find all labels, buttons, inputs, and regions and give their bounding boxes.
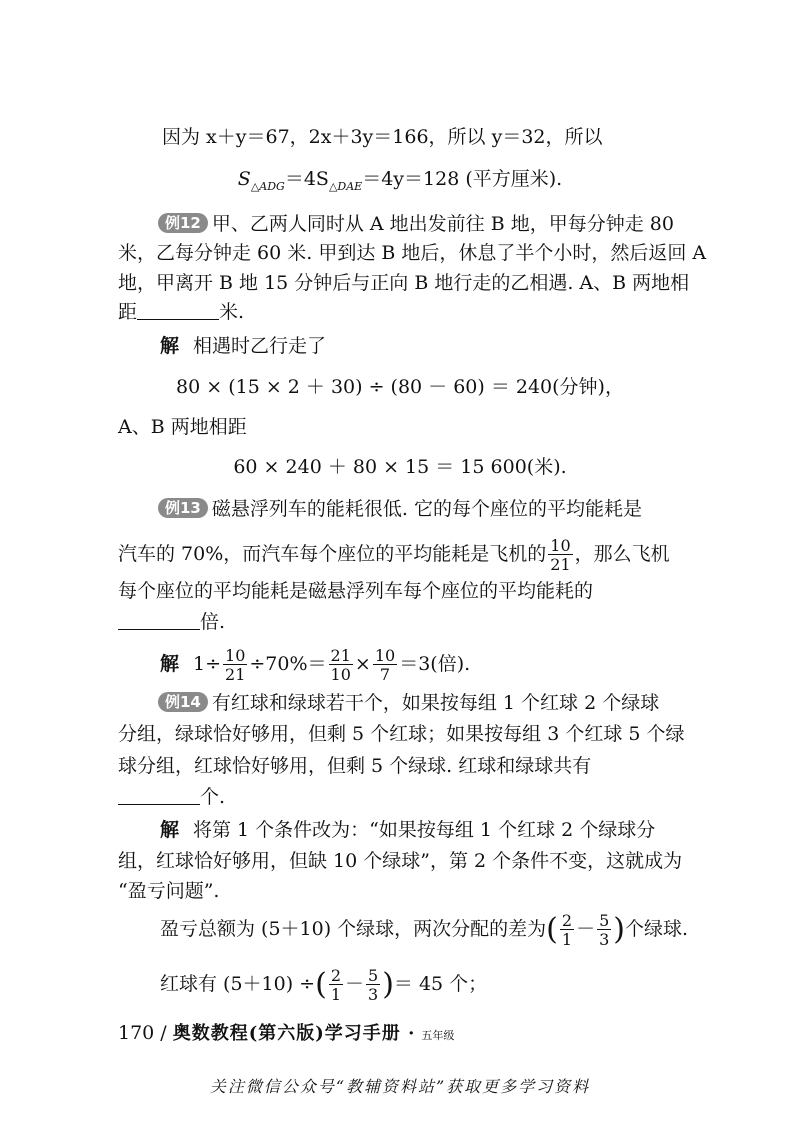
fraction: $\frac{21}{10}$	[330, 645, 351, 684]
example-12-equation-2: 60 × 240 ＋ 80 × 15 ＝ 15 600(米).	[233, 456, 567, 478]
example-12-line-3: 地，甲离开 B 地 15 分钟后与正向 B 地行走的乙相遇. A、B 两地相	[118, 272, 690, 294]
page-footer	[118, 1020, 454, 1049]
example-13-badge: 例13	[158, 498, 208, 518]
example-13-solution: 解 1÷ $\frac{10}{21}$ ÷70%＝ $\frac{21}{10}$ × $\frac{10}{7}$ ＝3(倍).	[160, 645, 471, 684]
solution-label: 解	[160, 819, 180, 841]
example-14-solution-4: 盈亏总额为 (5＋10) 个绿球，两次分配的差为( $\frac{2}{1}$ － $\frac{5}{3}$ )个绿球.	[160, 910, 689, 949]
example-14-line-2: 分组，绿球恰好够用，但剩 5 个红球；如果按每组 3 个红球 5 个绿	[118, 723, 685, 745]
fraction: $\frac{10}{7}$	[374, 645, 396, 684]
fraction: $\frac{5}{3}$	[368, 965, 379, 1004]
example-14-solution-1: 解 将第 1 个条件改为：“如果按每组 1 个红球 2 个绿球分	[160, 819, 656, 841]
example-12-line-1: 例12 甲、乙两人同时从 A 地出发前往 B 地，甲每分钟走 80	[158, 211, 674, 237]
fraction: $\frac{2}{1}$	[561, 910, 573, 949]
example-13-line-1: 例13 磁悬浮列车的能耗很低. 它的每个座位的平均能耗是	[158, 496, 642, 522]
fraction: $\frac{10}{21}$	[225, 645, 246, 684]
fraction: $\frac{5}{3}$	[599, 910, 610, 949]
solution-label: 解	[160, 653, 180, 675]
example-13-line-4: 倍.	[118, 609, 225, 635]
grade-label: 五年级	[421, 1029, 455, 1042]
example-12-equation-1: 80 × (15 × 2 ＋ 30) ÷ (80 － 60) ＝ 240(分钟)，	[176, 376, 624, 398]
example-14-solution-5: 红球有 (5＋10) ÷( $\frac{2}{1}$ － $\frac{5}{3}$ )＝ 45 个；	[160, 965, 488, 1004]
fraction: $\frac{2}{1}$	[330, 965, 341, 1004]
answer-blank	[137, 301, 219, 320]
example-14-badge: 例14	[158, 692, 208, 712]
example-14-line-3: 球分组，红球恰好够用，但剩 5 个绿球. 红球和绿球共有	[118, 755, 592, 777]
example-14-line-4: 个.	[118, 784, 225, 810]
example-14-solution-3: “盈亏问题”.	[118, 880, 220, 902]
example-12-line-2: 米，乙每分钟走 60 米. 甲到达 B 地后，休息了半个小时，然后返回 A	[118, 242, 707, 264]
example-12-solution-intro: 解 相遇时乙行走了	[160, 335, 327, 357]
page-number: 170 /	[118, 1022, 167, 1044]
example-12-badge: 例12	[158, 213, 208, 233]
fraction: $\frac{10}{21}$	[550, 535, 571, 574]
example-14-line-1: 例14 有红球和绿球若干个，如果按每组 1 个红球 2 个绿球	[158, 690, 659, 716]
solution-label: 解	[160, 335, 180, 357]
watermark-notice: 关注微信公众号“教辅资料站”获取更多学习资料	[209, 1077, 591, 1096]
line-condition: 因为 x＋y＝67，2x＋3y＝166，所以 y＝32，所以	[162, 126, 603, 148]
answer-blank	[118, 611, 200, 630]
book-title: 奥数教程(第六版)学习手册 ·	[172, 1023, 416, 1044]
area-equation: $S_{\triangle ADG}=4S_{\triangle DAE}=4y=128$ (平方厘米).	[237, 168, 563, 193]
example-14-solution-2: 组，红球恰好够用，但缺 10 个绿球”，第 2 个条件不变，这就成为	[118, 850, 683, 872]
example-12-solution-2: A、B 两地相距	[118, 416, 247, 438]
example-13-line-3: 每个座位的平均能耗是磁悬浮列车每个座位的平均能耗的	[118, 580, 594, 602]
example-13-line-2: 汽车的 70%，而汽车每个座位的平均能耗是飞机的 $\frac{10}{21}$ ，那么飞机	[118, 535, 670, 574]
answer-blank	[118, 786, 200, 805]
example-12-line-4: 距 米.	[118, 301, 245, 323]
